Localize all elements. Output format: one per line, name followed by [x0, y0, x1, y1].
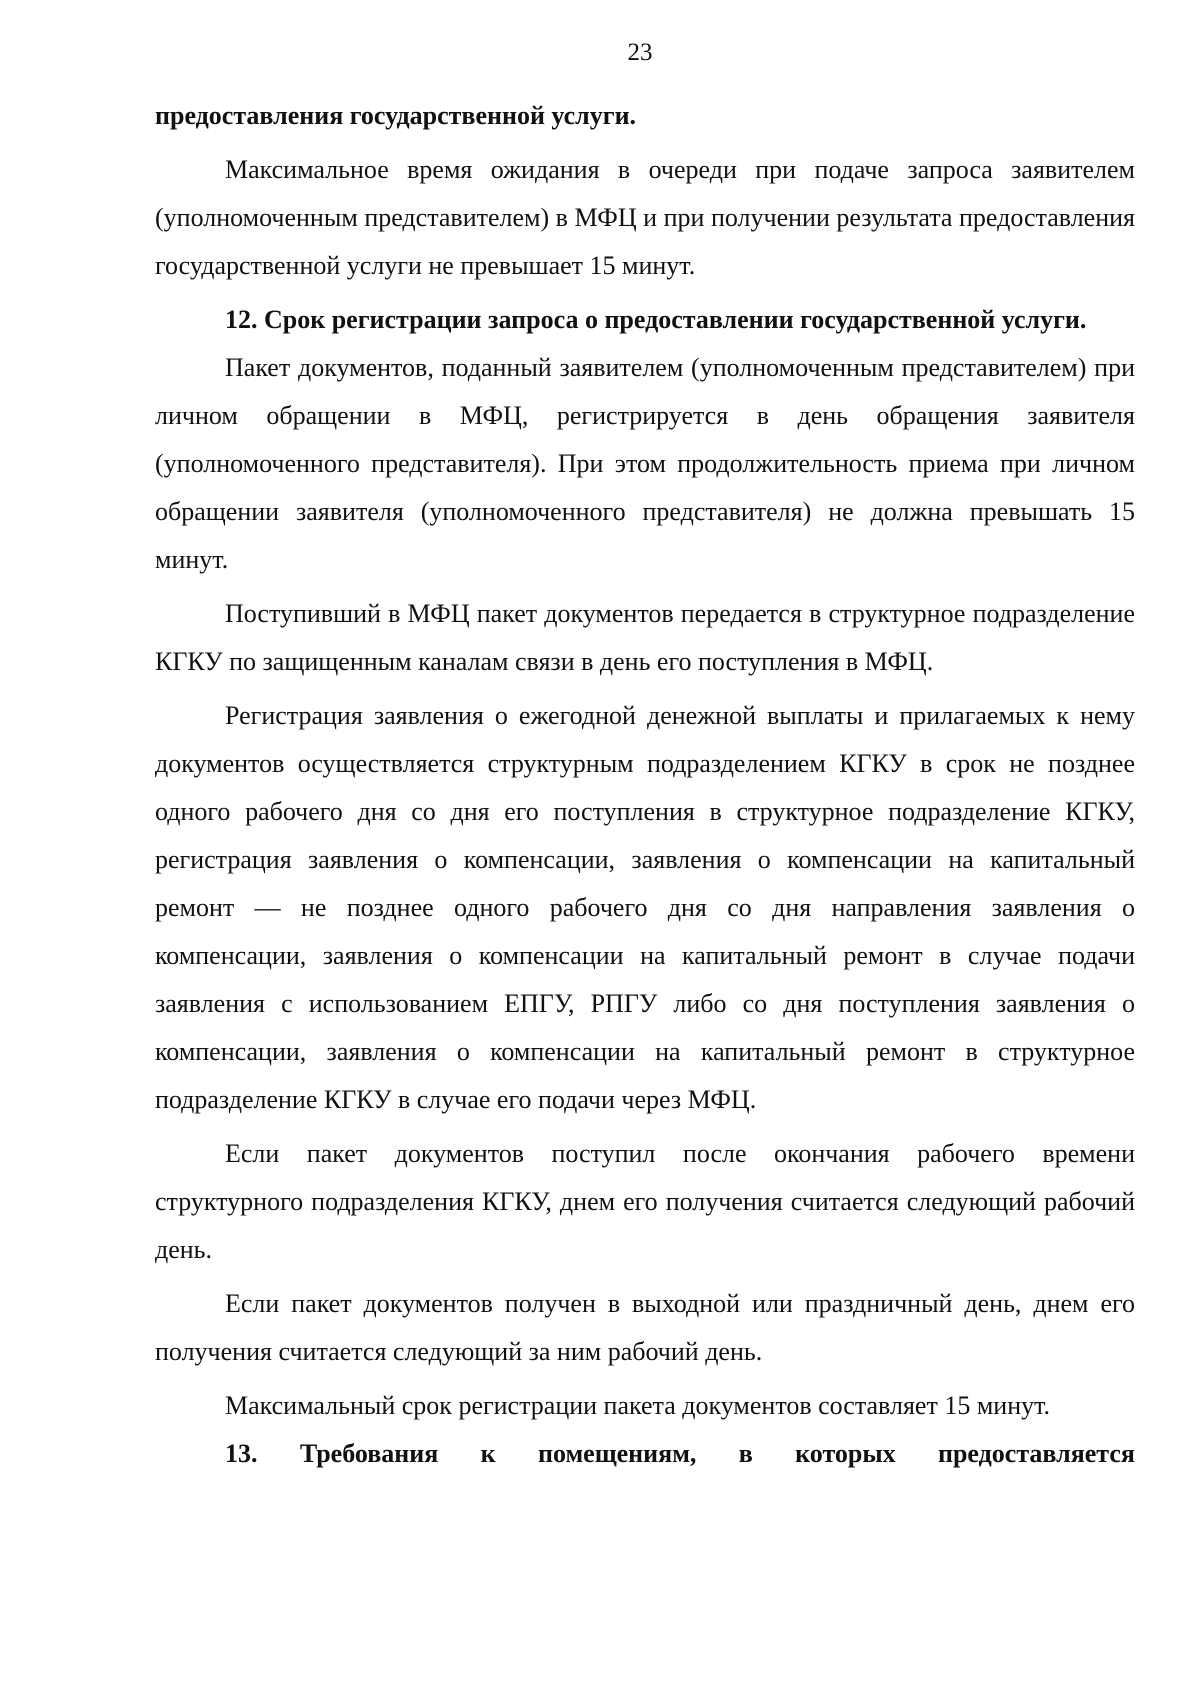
section-12-heading: 12. Срок регистрации запроса о предоставлении государственной услуги.: [225, 305, 1087, 334]
document-body: [155, 92, 1135, 1478]
paragraph-max-wait-time: Максимальное время ожидания в очереди при подаче запроса заявителем (уполномоченным представителем) в МФЦ и при получении результата предоставления государственной услуги не превышает 15 минут.: [155, 155, 1135, 280]
section-11-heading-continuation: предоставления государственной услуги.: [155, 101, 637, 130]
page-number: 23: [627, 39, 653, 66]
paragraph-transfer-to-kgku: Поступивший в МФЦ пакет документов передается в структурное подразделение КГКУ по защищенным каналам связи в день его поступления в МФЦ.: [155, 599, 1135, 676]
section-13-heading: 13. Требования к помещениям, в которых предоставляется: [225, 1439, 1135, 1468]
paragraph-max-registration-time: Максимальный срок регистрации пакета документов составляет 15 минут.: [225, 1391, 1051, 1420]
paragraph-after-hours: Если пакет документов поступил после окончания рабочего времени структурного подразделения КГКУ, днем его получения считается следующий рабочий день.: [155, 1139, 1135, 1264]
paragraph-registration-terms: Регистрация заявления о ежегодной денежной выплаты и прилагаемых к нему документов осуществляется структурным подразделением КГКУ в срок не позднее одного рабочего дня со дня его поступления в структурное подразделение КГКУ, регистрация заявления о компенсации, заявления о компенсации на капитальный ремонт — не позднее одного рабочего дня со дня направления заявления о компенсации, заявления о компенсации на капитальный ремонт в случае подачи заявления с использованием ЕПГУ, РПГУ либо со дня поступления заявления о компенсации, заявления о компенсации на капитальный ремонт в структурное подразделение КГКУ в случае его подачи через МФЦ.: [155, 701, 1135, 1114]
paragraph-holiday: Если пакет документов получен в выходной или праздничный день, днем его получения считается следующий за ним рабочий день.: [155, 1289, 1135, 1366]
paragraph-registration-day: Пакет документов, поданный заявителем (уполномоченным представителем) при личном обращении в МФЦ, регистрируется в день обращения заявителя (уполномоченного представителя). При этом продолжительность приема при личном обращении заявителя (уполномоченного представителя) не должна превышать 15 минут.: [155, 353, 1135, 574]
